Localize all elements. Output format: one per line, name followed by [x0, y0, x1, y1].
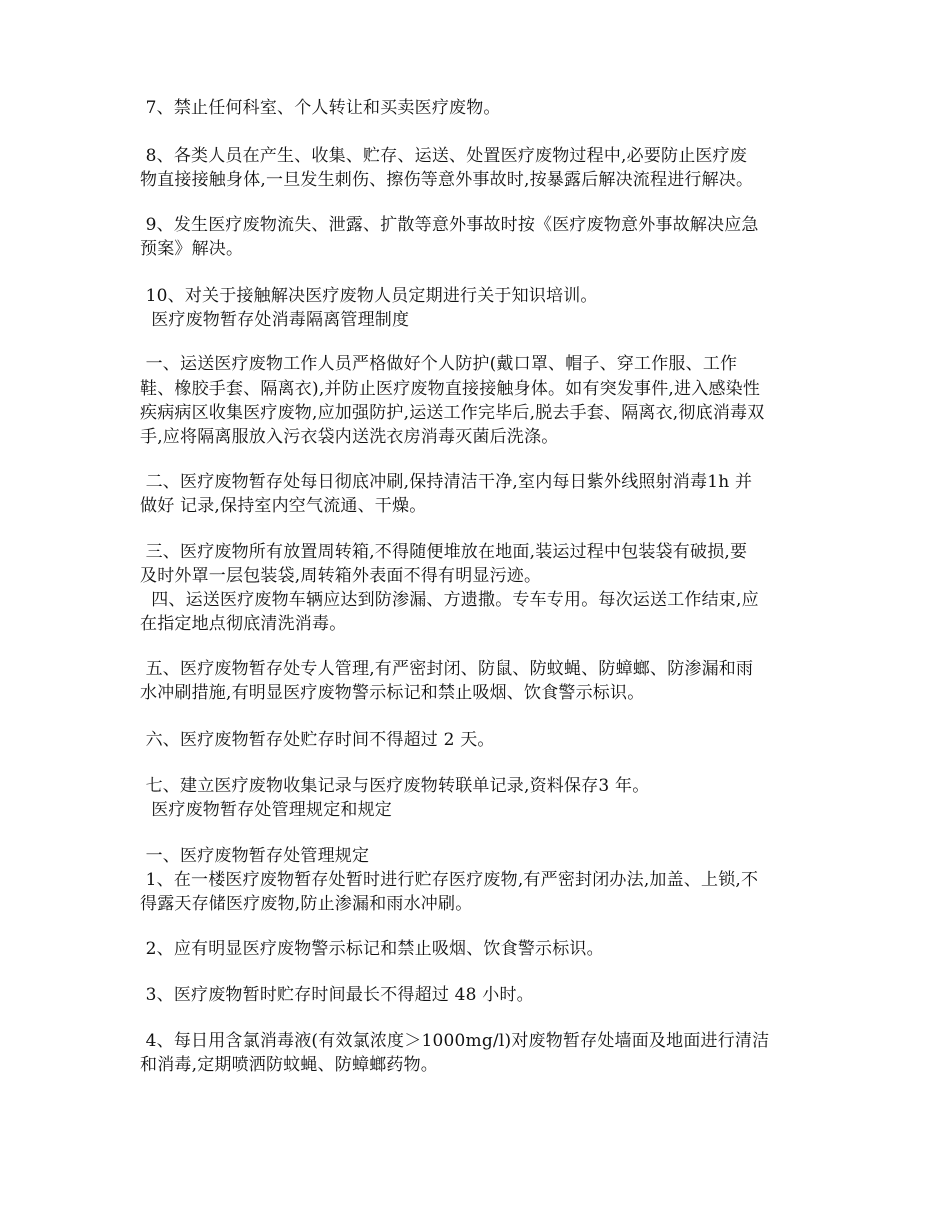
- text-line: 六、医疗废物暂存处贮存时间不得超过 2 天。: [140, 730, 495, 750]
- text-line: 得露天存储医疗废物,防止渗漏和雨水冲刷。: [140, 894, 473, 914]
- text-line: 7、禁止任何科室、个人转让和买卖医疗废物。: [140, 98, 501, 118]
- text-line: 10、对关于接触解决医疗废物人员定期进行关于知识培训。: [140, 286, 598, 306]
- text-line: 五、医疗废物暂存处专人管理,有严密封闭、防鼠、防蚊蝇、防蟑螂、防渗漏和雨: [140, 659, 754, 679]
- text-line: 2、应有明显医疗废物警示标记和禁止吸烟、饮食警示标识。: [140, 939, 604, 959]
- text-line: 手,应将隔离服放入污衣袋内送洗衣房消毒灭菌后洗涤。: [140, 427, 559, 447]
- section-heading: 医疗废物暂存处消毒隔离管理制度: [140, 310, 410, 330]
- text-line: 及时外罩一层包装袋,周转箱外表面不得有明显污迹。: [140, 566, 542, 586]
- text-line: 三、医疗废物所有放置周转箱,不得随便堆放在地面,装运过程中包装袋有破损,要: [140, 542, 748, 562]
- text-line: 二、医疗废物暂存处每日彻底冲刷,保持清洁干净,室内每日紫外线照射消毒1h 并: [140, 472, 753, 492]
- text-line: 预案》解决。: [140, 239, 244, 259]
- text-line: 水冲刷措施,有明显医疗废物警示标记和禁止吸烟、饮食警示标识。: [140, 683, 645, 703]
- text-line: 物直接接触身体,一旦发生刺伤、擦伤等意外事故时,按暴露后解决流程进行解决。: [140, 170, 754, 190]
- text-line: 四、运送医疗废物车辆应达到防渗漏、方遗撒。专车专用。每次运送工作结束,应: [140, 590, 759, 610]
- section-heading: 医疗废物暂存处管理规定和规定: [140, 800, 393, 820]
- text-line: 七、建立医疗废物收集记录与医疗废物转联单记录,资料保存3 年。: [140, 776, 650, 796]
- text-line: 一、运送医疗废物工作人员严格做好个人防护(戴口罩、帽子、穿工作服、工作: [140, 354, 738, 374]
- text-line: 8、各类人员在产生、收集、贮存、运送、处置医疗废物过程中,必要防止医疗废: [140, 146, 748, 166]
- text-line: 3、医疗废物暂时贮存时间最长不得超过 48 小时。: [140, 985, 534, 1005]
- text-line: 鞋、橡胶手套、隔离衣),并防止医疗废物直接接触身体。如有突发事件,进入感染性: [140, 379, 761, 399]
- text-line: 疾病病区收集医疗废物,应加强防护,运送工作完毕后,脱去手套、隔离衣,彻底消毒双: [140, 403, 765, 423]
- subsection-heading: 一、医疗废物暂存处管理规定: [140, 846, 370, 866]
- text-line: 在指定地点彻底清洗消毒。: [140, 614, 347, 634]
- text-line: 4、每日用含氯消毒液(有效氯浓度＞1000mg/l)对废物暂存处墙面及地面进行清洁: [140, 1031, 770, 1051]
- text-line: 9、发生医疗废物流失、泄露、扩散等意外事故时按《医疗废物意外事故解决应急: [140, 215, 759, 235]
- text-line: 做好 记录,保持室内空气流通、干燥。: [140, 496, 427, 516]
- text-line: 和消毒,定期喷洒防蚊蝇、防蟑螂药物。: [140, 1055, 439, 1075]
- text-line: 1、在一楼医疗废物暂存处暂时进行贮存医疗废物,有严密封闭办法,加盖、上锁,不: [140, 870, 759, 890]
